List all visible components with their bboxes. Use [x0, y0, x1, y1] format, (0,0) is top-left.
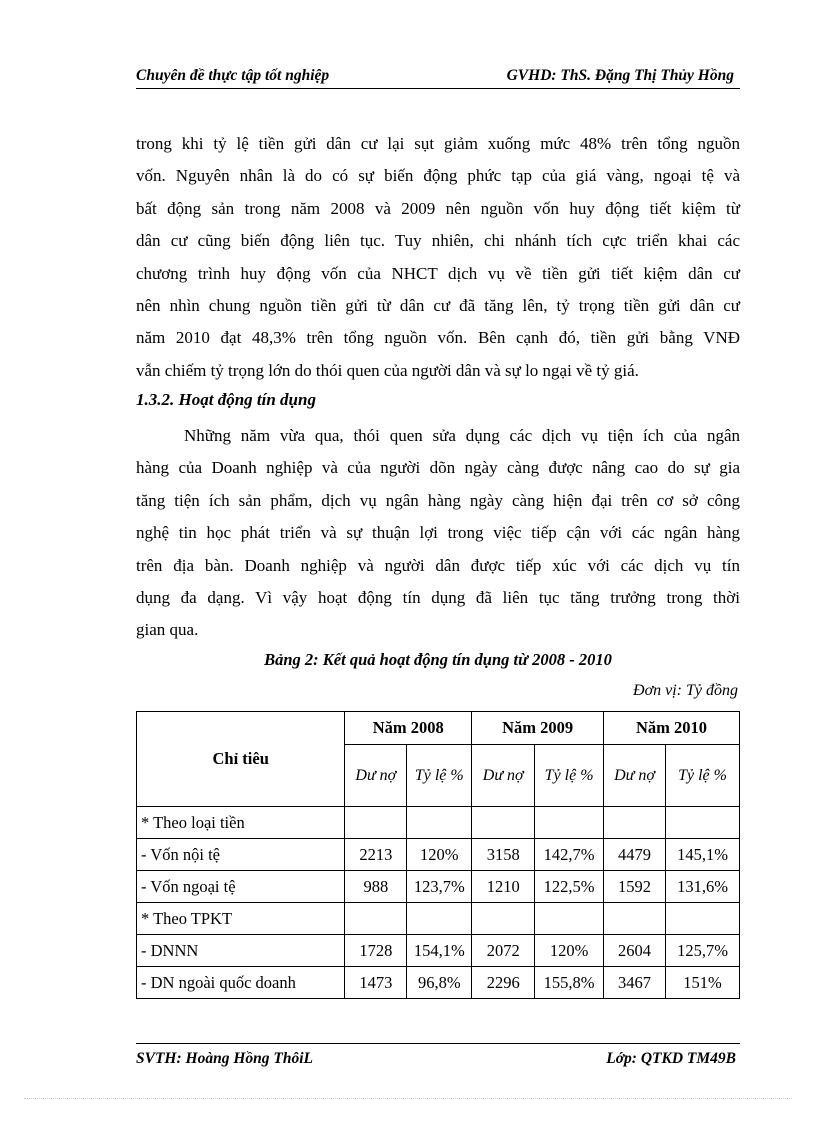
rate-cell: 131,6% [666, 871, 740, 903]
rate-cell: 142,7% [535, 839, 604, 871]
paragraph-line: gian qua. [136, 620, 199, 640]
empty-cell [407, 903, 472, 935]
page-bottom-divider [24, 1098, 792, 1099]
sub-header-balance: Dư nợ [472, 745, 535, 807]
rate-cell: 125,7% [666, 935, 740, 967]
sub-header-rate: Tỷ lệ % [407, 745, 472, 807]
table-row [137, 871, 740, 903]
page-footer [136, 1043, 740, 1070]
table-row [137, 839, 740, 871]
rate-cell: 120% [407, 839, 472, 871]
section-heading: 1.3.2. Hoạt động tín dụng [136, 390, 316, 409]
row-label: - DN ngoài quốc doanh [137, 967, 345, 999]
table-group-row [137, 807, 740, 839]
rate-cell: 123,7% [407, 871, 472, 903]
balance-cell: 2072 [472, 935, 535, 967]
paragraph-line: chương trình huy động vốn của NHCT dịch vụ về tiền gửi tiết kiệm dân cư [136, 263, 740, 283]
year-header: Năm 2008 [345, 712, 472, 745]
empty-cell [666, 807, 740, 839]
empty-cell [472, 807, 535, 839]
paragraph-line: dân cư cũng biến động liên tục. Tuy nhiên, chi nhánh tích cực triển khai các [136, 231, 740, 251]
row-label: - DNNN [137, 935, 345, 967]
paragraph-line: nghệ tin học phát triển và sự thuận lợi trong việc tiếp cận với các ngân hàng [136, 523, 740, 543]
page-header [136, 64, 740, 89]
paragraph-line: nên nhìn chung nguồn tiền gửi từ dân cư đã tăng lên, tỷ trọng tiền gửi dân cư [136, 295, 740, 315]
paragraph-line: vẫn chiếm tỷ trọng lớn do thói quen của người dân và sự lo ngại về tỷ giá. [136, 360, 639, 380]
table-unit: Đơn vị: Tỷ đồng [633, 682, 738, 699]
balance-cell: 988 [345, 871, 407, 903]
rate-cell: 154,1% [407, 935, 472, 967]
paragraph-line: trên địa bàn. Doanh nghiệp và người dân được tiếp xúc với các dịch vụ tín [136, 555, 740, 575]
table-row [137, 935, 740, 967]
year-header: Năm 2009 [472, 712, 604, 745]
balance-cell: 1210 [472, 871, 535, 903]
sub-header-balance: Dư nợ [604, 745, 666, 807]
footer-right-text: Lớp: QTKD TM49B [606, 1050, 736, 1067]
balance-cell: 4479 [604, 839, 666, 871]
credit-table [136, 711, 740, 999]
paragraph-line: hàng của Doanh nghiệp và của người dõn ngày càng được nâng cao do sự gia [136, 458, 740, 478]
paragraph-credit [136, 420, 740, 647]
rate-cell: 145,1% [666, 839, 740, 871]
rate-cell: 96,8% [407, 967, 472, 999]
rate-cell: 155,8% [535, 967, 604, 999]
footer-left-text: SVTH: Hoàng Hồng ThôiL [136, 1050, 313, 1067]
paragraph-deposits [136, 128, 740, 387]
paragraph-line: bất động sản trong năm 2008 và 2009 nên nguồn vốn huy động tiết kiệm từ [136, 198, 740, 218]
header-left-text: Chuyên đề thực tập tốt nghiệp [136, 67, 330, 84]
table-group-row [137, 903, 740, 935]
paragraph-line: trong khi tỷ lệ tiền gửi dân cư lại sụt giảm xuống mức 48% trên tổng nguồn [136, 134, 740, 153]
empty-cell [666, 903, 740, 935]
empty-cell [407, 807, 472, 839]
year-header: Năm 2010 [604, 712, 740, 745]
table-caption: Bảng 2: Kết quả hoạt động tín dụng từ 2008 - 2010 [264, 650, 612, 669]
paragraph-line: năm 2010 đạt 48,3% trên tổng nguồn vốn. Bên cạnh đó, tiền gửi bằng VNĐ [136, 328, 740, 348]
sub-header-balance: Dư nợ [345, 745, 407, 807]
empty-cell [604, 807, 666, 839]
empty-cell [604, 903, 666, 935]
balance-cell: 2296 [472, 967, 535, 999]
row-label: - Vốn nội tệ [137, 839, 345, 871]
paragraph-line: vốn. Nguyên nhân là do có sự biến động phức tạp của giá vàng, ngoại tệ và [136, 166, 740, 186]
group-title: * Theo loại tiền [137, 807, 345, 839]
balance-cell: 2213 [345, 839, 407, 871]
sub-header-rate: Tỷ lệ % [535, 745, 604, 807]
group-title: * Theo TPKT [137, 903, 345, 935]
empty-cell [472, 903, 535, 935]
empty-cell [345, 807, 407, 839]
row-label: - Vốn ngoại tệ [137, 871, 345, 903]
empty-cell [345, 903, 407, 935]
empty-cell [535, 807, 604, 839]
balance-cell: 3158 [472, 839, 535, 871]
header-right-text: GVHD: ThS. Đặng Thị Thủy Hồng [506, 67, 734, 84]
col-header-indicator: Chỉ tiêu [137, 712, 345, 807]
paragraph-line: dụng đa dạng. Vì vậy hoạt động tín dụng đã liên tục tăng trưởng trong thời [136, 587, 740, 607]
balance-cell: 1473 [345, 967, 407, 999]
paragraph-line: tăng tiện ích sản phẩm, dịch vụ ngân hàng ngày càng hiện đại trên cơ sở công [136, 490, 740, 510]
balance-cell: 2604 [604, 935, 666, 967]
rate-cell: 122,5% [535, 871, 604, 903]
balance-cell: 3467 [604, 967, 666, 999]
paragraph-line: Những năm vừa qua, thói quen sửa dụng các dịch vụ tiện ích của ngân [184, 426, 740, 445]
sub-header-rate: Tỷ lệ % [666, 745, 740, 807]
rate-cell: 120% [535, 935, 604, 967]
rate-cell: 151% [666, 967, 740, 999]
table-row [137, 967, 740, 999]
balance-cell: 1728 [345, 935, 407, 967]
empty-cell [535, 903, 604, 935]
balance-cell: 1592 [604, 871, 666, 903]
table-body [137, 807, 740, 999]
